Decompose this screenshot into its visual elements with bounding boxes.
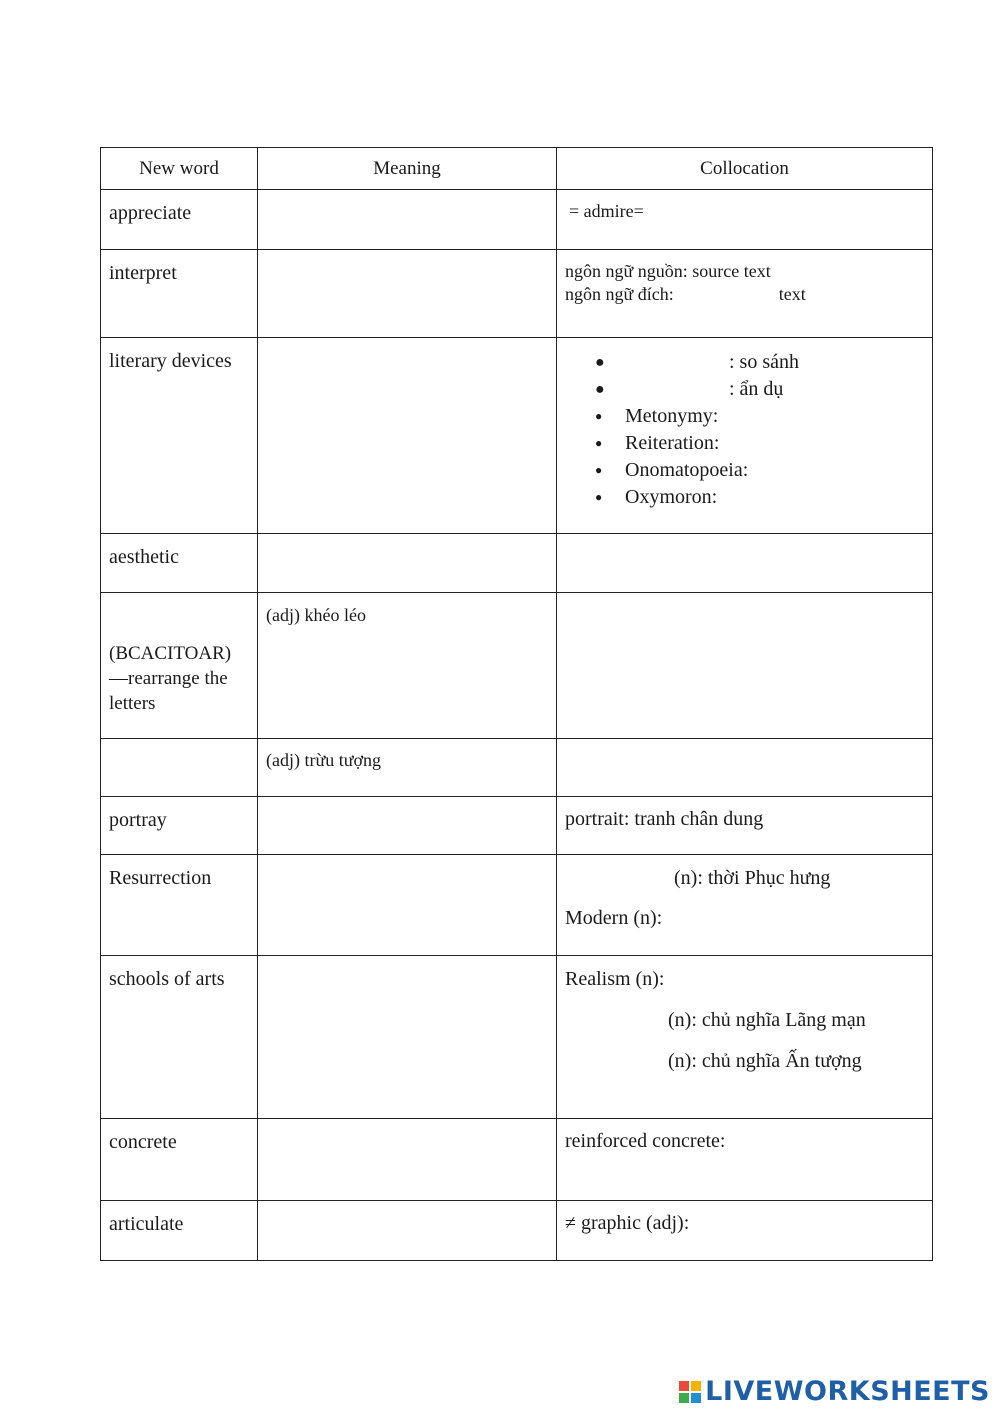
word-cell[interactable] (101, 739, 258, 797)
header-collocation: Collocation (557, 148, 933, 190)
collocation-value: text (778, 284, 806, 304)
header-meaning: Meaning (258, 148, 557, 190)
collocation-cell: reinforced concrete: (557, 1119, 933, 1201)
table-row (101, 956, 933, 1119)
word-cell: interpret (101, 250, 258, 338)
meaning-cell[interactable] (258, 1201, 557, 1261)
collocation-line: ngôn ngữ nguồn: source text (565, 261, 771, 281)
word-cell: schools of arts (101, 956, 258, 1119)
logo-icon (679, 1381, 701, 1403)
meaning-cell[interactable] (258, 797, 557, 855)
collocation-cell (557, 956, 933, 1119)
word-cell: aesthetic (101, 534, 258, 593)
list-item: ● Oxymoron: (595, 486, 718, 508)
header-row (101, 148, 933, 190)
collocation-cell: portrait: tranh chân dung (557, 797, 933, 855)
collocation-cell[interactable] (557, 739, 933, 797)
meaning-cell[interactable] (258, 250, 557, 338)
meaning-cell: (adj) trừu tượng (258, 739, 557, 797)
scrambled-word: (BCACITOAR) (109, 643, 232, 664)
word-cell: appreciate (101, 190, 258, 250)
logo-text: LIVEWORKSHEETS (705, 1376, 990, 1407)
word-cell: concrete (101, 1119, 258, 1201)
meaning-cell[interactable] (258, 190, 557, 250)
word-cell: portray (101, 797, 258, 855)
table-row (101, 593, 933, 739)
meaning-cell[interactable] (258, 338, 557, 534)
meaning-cell: (adj) khéo léo (258, 593, 557, 739)
table-row (101, 1119, 933, 1201)
collocation-line: Realism (n): (565, 968, 665, 990)
collocation-line (565, 283, 924, 306)
meaning-cell[interactable] (258, 855, 557, 956)
table-row (101, 250, 933, 338)
collocation-cell: ≠ graphic (adj): (557, 1201, 933, 1261)
word-cell: articulate (101, 1201, 258, 1261)
collocation-cell[interactable] (557, 593, 933, 739)
collocation-line: Modern (n): (565, 907, 663, 929)
list-item: ● Metonymy: (595, 405, 719, 427)
collocation-line: (n): chủ nghĩa Ấn tượng (668, 1050, 862, 1072)
meaning-cell[interactable] (258, 534, 557, 593)
word-cell: Resurrection (101, 855, 258, 956)
table-row (101, 534, 933, 593)
meaning-cell[interactable] (258, 1119, 557, 1201)
word-cell (101, 593, 258, 739)
collocation-cell (557, 855, 933, 956)
meaning-cell[interactable] (258, 956, 557, 1119)
collocation-label: ngôn ngữ đích: (565, 284, 674, 304)
table-row (101, 338, 933, 534)
collocation-cell (557, 338, 933, 534)
liveworksheets-logo (679, 1376, 990, 1407)
table-row (101, 739, 933, 797)
word-cell: literary devices (101, 338, 258, 534)
table-row (101, 797, 933, 855)
list-item: ● Onomatopoeia: (595, 459, 749, 481)
table-row (101, 190, 933, 250)
header-new-word: New word (101, 148, 258, 190)
list-item: ● Reiteration: (595, 432, 720, 454)
collocation-cell[interactable] (557, 534, 933, 593)
collocation-line: (n): thời Phục hưng (674, 867, 831, 889)
collocation-cell (557, 250, 933, 338)
instruction-text: letters (109, 693, 156, 714)
table-row (101, 855, 933, 956)
collocation-line: (n): chủ nghĩa Lãng mạn (668, 1009, 866, 1031)
instruction-text: —rearrange the (109, 668, 228, 689)
table-row (101, 1201, 933, 1261)
literary-devices-list (565, 349, 924, 511)
list-item: ● : so sánh (595, 351, 799, 373)
collocation-cell: = admire= (557, 190, 933, 250)
vocabulary-table (100, 147, 933, 1261)
list-item: ● : ẩn dụ (595, 378, 784, 400)
